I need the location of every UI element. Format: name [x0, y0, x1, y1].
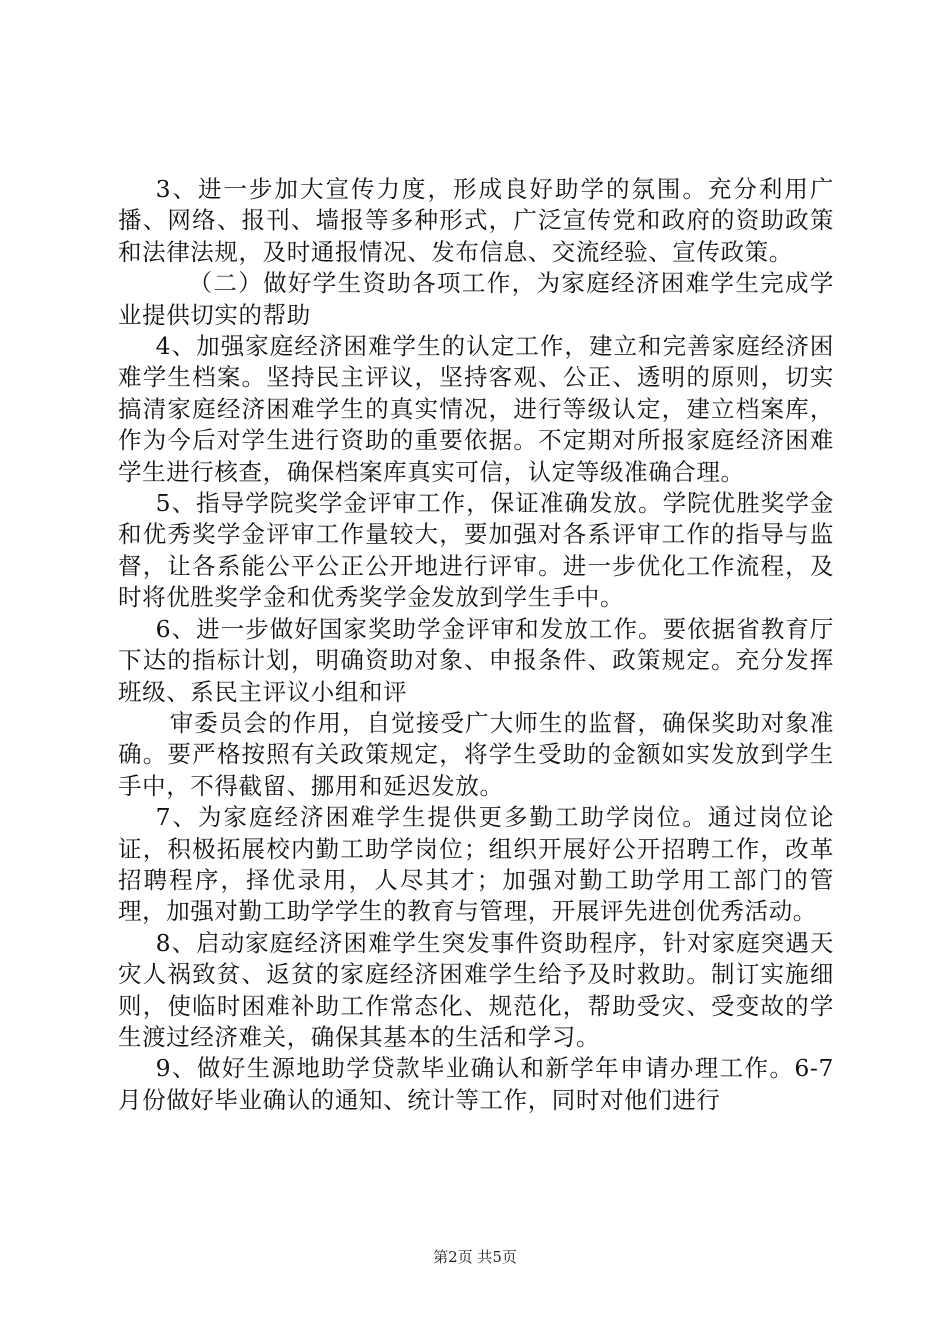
paragraph-7: 7、为家庭经济困难学生提供更多勤工助学岗位。通过岗位论证，积极拓展校内勤工助学岗位；组织开展好公开招聘工作，改革招聘程序，择优录用，人尽其才；加强对勤工助学用工部门的管理，加强对勤工助学学生的教育与管理，开展评先进创优秀活动。	[118, 803, 834, 926]
paragraph-8: 8、启动家庭经济困难学生突发事件资助程序，针对家庭突遇天灾人祸致贫、返贫的家庭经济困难学生给予及时救助。制订实施细则，使临时困难补助工作常态化、规范化，帮助受灾、受变故的学生渡过经济难关，确保其基本的生活和学习。	[118, 928, 834, 1051]
paragraph-3: 3、进一步加大宣传力度，形成良好助学的氛围。充分利用广播、网络、报刊、墙报等多种形式，广泛宣传党和政府的资助政策和法律法规，及时通报情况、发布信息、交流经验、宣传政策。	[118, 175, 834, 266]
paragraph-6-continued: 审委员会的作用，自觉接受广大师生的监督，确保奖助对象准确。要严格按照有关政策规定，将学生受助的金额如实发放到学生手中，不得截留、挪用和延迟发放。	[118, 708, 834, 800]
paragraph-6: 6、进一步做好国家奖助学金评审和发放工作。要依据省教育厅下达的指标计划，明确资助对象、申报条件、政策规定。充分发挥班级、系民主评议小组和评	[118, 614, 834, 706]
paragraph-4: 4、加强家庭经济困难学生的认定工作，建立和完善家庭经济困难学生档案。坚持民主评议，坚持客观、公正、透明的原则，切实搞清家庭经济困难学生的真实情况，进行等级认定，建立档案库，作为今后对学生进行资助的重要依据。不定期对所报家庭经济困难学生进行核查，确保档案库真实可信，认定等级准确合理。	[118, 332, 834, 486]
section-heading-2: （二）做好学生资助各项工作，为家庭经济困难学生完成学业提供切实的帮助	[118, 269, 834, 329]
paragraph-5: 5、指导学院奖学金评审工作，保证准确发放。学院优胜奖学金和优秀奖学金评审工作量较大，要加强对各系评审工作的指导与监督，让各系能公平公正公开地进行评审。进一步优化工作流程，及时将优胜奖学金和优秀奖学金发放到学生手中。	[118, 489, 834, 612]
paragraph-9: 9、做好生源地助学贷款毕业确认和新学年申请办理工作。6-7月份做好毕业确认的通知、统计等工作，同时对他们进行	[118, 1054, 834, 1114]
document-body	[118, 174, 834, 1116]
page-number-footer: 第2页 共5页	[433, 1248, 517, 1266]
